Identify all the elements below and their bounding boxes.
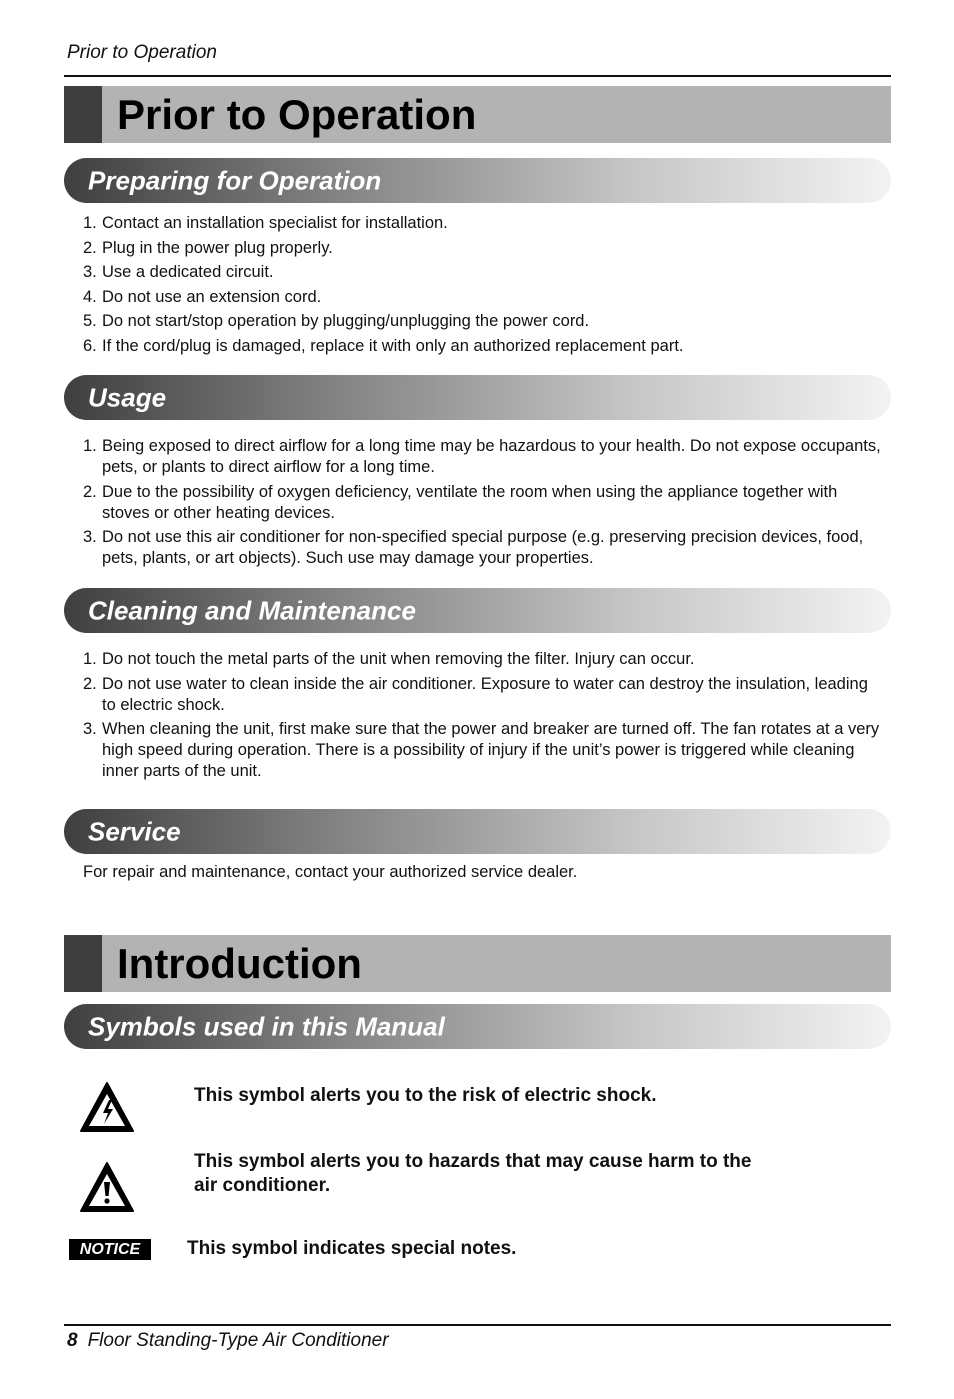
electric-shock-text: This symbol alerts you to the risk of electric shock. (194, 1085, 657, 1106)
caution-exclamation-icon (79, 1160, 135, 1214)
list-item: 3. Do not use this air conditioner for non-specified special purpose (e.g. preserving precision devices, food, pets, plants, or art objects). Such use may damage your properties. (83, 528, 864, 567)
section-header-accent (64, 935, 102, 992)
section-title: Prior to Operation (117, 90, 477, 138)
list-item: 2. Do not use water to clean inside the air conditioner. Exposure to water can destroy the insulation, leading to electric shock. (83, 674, 868, 714)
electric-shock-warning-icon (79, 1080, 135, 1134)
list-item: 4. Do not use an extension cord. (83, 287, 322, 306)
page-number: 8 (67, 1330, 78, 1351)
service-text: For repair and maintenance, contact your authorized service dealer. (83, 863, 578, 881)
usage-list (83, 436, 883, 573)
hazard-text-line: air conditioner. (194, 1175, 331, 1196)
list-item: 2. Plug in the power plug properly. (83, 238, 333, 257)
subsection-title: Service (88, 816, 181, 846)
list-item: 3. When cleaning the unit, first make sure that the power and breaker are turned off. The fan rotates at a very high speed during operation. There is a possibility of injury if the unit’s power is triggered while cleaning inner parts of the unit. (83, 720, 880, 780)
footer-rule (64, 1324, 891, 1326)
hazard-text-line: This symbol alerts you to hazards that may cause harm to the (194, 1151, 752, 1172)
list-item: 6. If the cord/plug is damaged, replace it with only an authorized replacement part. (83, 336, 684, 355)
list-item: 1. Being exposed to direct airflow for a long time may be hazardous to your health. Do not expose occupants, pets, or plants to direct airflow for a long time. (83, 437, 881, 476)
subsection-header-usage (64, 375, 891, 420)
cleaning-list (83, 649, 883, 786)
subsection-title: Usage (88, 382, 167, 412)
subsection-title: Cleaning and Maintenance (88, 595, 416, 625)
list-item: 3. Use a dedicated circuit. (83, 263, 274, 281)
section-title: Introduction (117, 939, 362, 987)
list-item: 2. Due to the possibility of oxygen deficiency, ventilate the room when using the appliance together with stoves or other heating devices. (83, 482, 838, 522)
subsection-header-service (64, 809, 891, 854)
running-head: Prior to Operation (67, 42, 217, 63)
section-header-accent (64, 86, 102, 143)
section-header-introduction (64, 935, 891, 992)
list-item: 5. Do not start/stop operation by plugging/unplugging the power cord. (83, 312, 590, 330)
notice-badge: NOTICE (69, 1239, 151, 1260)
page-footer (67, 1330, 389, 1352)
subsection-header-symbols (64, 1004, 891, 1049)
section-header-prior (64, 86, 891, 143)
subsection-title: Symbols used in this Manual (88, 1011, 445, 1041)
notice-text: This symbol indicates special notes. (187, 1238, 517, 1259)
subsection-header-cleaning (64, 588, 891, 633)
hazard-text (194, 1150, 752, 1198)
header-rule (64, 75, 891, 77)
subsection-title: Preparing for Operation (88, 165, 382, 195)
list-item: 1. Contact an installation specialist for installation. (83, 214, 448, 232)
footer-title: Floor Standing-Type Air Conditioner (87, 1330, 389, 1351)
preparing-list (83, 213, 883, 360)
list-item: 1. Do not touch the metal parts of the unit when removing the filter. Injury can occur. (83, 650, 695, 668)
subsection-header-preparing (64, 158, 891, 203)
